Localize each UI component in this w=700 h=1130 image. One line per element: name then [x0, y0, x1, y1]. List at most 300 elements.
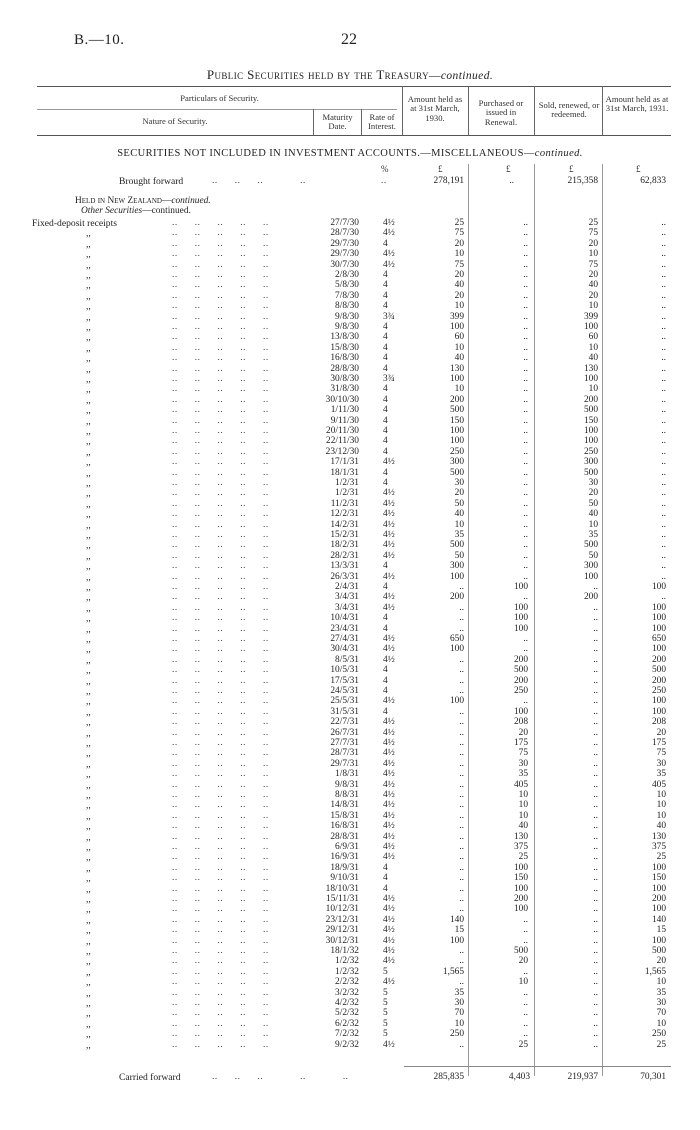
- cell-held-1931: 30: [656, 758, 666, 769]
- row-leader: .. .. .. .. ..: [172, 1029, 269, 1040]
- cell-rate: 4½: [383, 894, 395, 904]
- cell-sold: 10: [588, 249, 598, 260]
- cell-purchased: ..: [523, 478, 528, 488]
- row-label: ,,: [86, 873, 91, 885]
- cell-sold: ..: [593, 1018, 598, 1029]
- row-leader: .. .. .. .. ..: [172, 301, 269, 312]
- cell-purchased: ..: [523, 925, 528, 936]
- row-label: ,,: [86, 374, 91, 385]
- cell-held-1930: ..: [459, 769, 464, 780]
- cell-rate: 4½: [383, 738, 395, 748]
- cell-held-1931: 10: [656, 800, 666, 811]
- cell-rate: 4½: [383, 498, 395, 509]
- cell-sold: ..: [593, 842, 598, 852]
- cell-held-1930: 75: [454, 259, 464, 270]
- cell-rate: 3¾: [383, 374, 395, 384]
- cell-rate: 4: [383, 301, 388, 312]
- cell-held-1931: 250: [651, 686, 666, 696]
- row-label: ,,: [86, 925, 91, 937]
- row-leader: .. .. .. .. ..: [172, 405, 269, 416]
- row-leader: .. .. .. .. ..: [172, 696, 269, 707]
- unit-held-1930: £: [438, 164, 443, 174]
- cell-rate: 4½: [383, 530, 395, 540]
- cell-purchased: ..: [523, 426, 528, 436]
- cell-maturity-date: 16/9/31: [330, 852, 359, 863]
- cell-purchased: ..: [523, 415, 528, 426]
- page-number: 22: [341, 31, 357, 48]
- row-label: ,,: [86, 758, 91, 770]
- brought-forward-rate: ..: [381, 176, 387, 186]
- row-label: ,,: [86, 810, 91, 822]
- cell-purchased: ..: [523, 238, 528, 249]
- cell-purchased: ..: [523, 550, 528, 561]
- other-securities-label: Other Securities: [81, 206, 143, 216]
- cell-held-1930: 60: [454, 332, 464, 343]
- cell-maturity-date: 10/5/31: [330, 665, 359, 676]
- cell-held-1930: ..: [459, 654, 464, 665]
- header-purchased: Purchased or issued in Renewal.: [478, 98, 524, 127]
- cell-sold: ..: [593, 758, 598, 769]
- cell-sold: ..: [593, 987, 598, 998]
- cell-held-1930: 100: [449, 644, 464, 655]
- carried-forward-held-1930: 285,835: [433, 1072, 464, 1082]
- cell-purchased: 20: [518, 727, 528, 738]
- cell-rate: 4½: [383, 550, 395, 561]
- header-particulars: Particulars of Security.: [180, 93, 259, 103]
- cell-sold: ..: [593, 602, 598, 613]
- cell-purchased: 35: [518, 769, 528, 780]
- row-leader: .. .. .. .. ..: [172, 353, 269, 364]
- cell-maturity-date: 16/8/31: [330, 821, 359, 832]
- row-label: ,,: [86, 665, 91, 677]
- cell-sold: 100: [583, 374, 598, 384]
- row-label: ,,: [86, 519, 91, 531]
- cell-rate: 4½: [383, 831, 395, 842]
- cell-held-1930: ..: [459, 800, 464, 811]
- held-in-nz-heading: Held in New Zealand—continued.: [75, 196, 211, 206]
- row-label: ,,: [86, 550, 91, 562]
- carried-forward-purchased: 4,403: [508, 1072, 530, 1082]
- row-leader: .. .. .. .. ..: [172, 654, 269, 665]
- cell-held-1931: 200: [651, 675, 666, 686]
- page-title: Public Securities held by the Treasury—continued.: [206, 67, 494, 82]
- cell-rate: 4: [383, 873, 388, 884]
- cell-rate: 3¾: [383, 311, 395, 322]
- cell-held-1930: 20: [454, 238, 464, 249]
- row-label: ,,: [86, 862, 91, 874]
- cell-sold: 250: [583, 446, 598, 457]
- row-leader: .. .. .. .. ..: [172, 821, 269, 832]
- cell-purchased: 100: [513, 602, 528, 613]
- cell-rate: 4: [383, 322, 388, 332]
- row-label: ,,: [86, 571, 91, 583]
- cell-maturity-date: 28/7/31: [330, 748, 359, 759]
- cell-rate: 4½: [383, 810, 395, 821]
- cell-sold: ..: [593, 634, 598, 644]
- cell-rate: 4: [383, 238, 388, 249]
- cell-maturity-date: 13/8/30: [330, 332, 359, 343]
- row-leader: .. .. .. .. ..: [172, 790, 269, 800]
- cell-sold: ..: [593, 748, 598, 759]
- row-leader: .. .. .. .. ..: [172, 478, 269, 488]
- row-leader: .. .. .. .. ..: [172, 717, 269, 728]
- cell-purchased: 130: [513, 831, 528, 842]
- row-label: ,,: [86, 1018, 91, 1030]
- cell-sold: 200: [583, 394, 598, 405]
- row-label: ,,: [86, 561, 91, 573]
- cell-held-1931: 20: [656, 727, 666, 738]
- cell-sold: ..: [593, 706, 598, 717]
- row-label: ,,: [86, 446, 91, 458]
- cell-maturity-date: 1/2/31: [335, 478, 359, 488]
- cell-held-1931: ..: [661, 342, 666, 353]
- cell-purchased: ..: [523, 374, 528, 384]
- cell-sold: ..: [593, 894, 598, 904]
- cell-rate: 4½: [383, 249, 395, 260]
- cell-purchased: 100: [513, 904, 528, 915]
- row-label: ,,: [86, 738, 91, 749]
- cell-rate: 4: [383, 353, 388, 364]
- cell-maturity-date: 9/8/31: [335, 779, 359, 790]
- cell-sold: ..: [593, 925, 598, 936]
- cell-held-1931: 200: [651, 654, 666, 665]
- cell-held-1931: 30: [656, 998, 666, 1008]
- cell-rate: 4½: [383, 779, 395, 790]
- cell-maturity-date: 23/12/31: [325, 914, 359, 925]
- cell-purchased: 25: [518, 852, 528, 863]
- cell-sold: ..: [593, 904, 598, 915]
- cell-held-1930: 20: [454, 270, 464, 280]
- cell-rate: 4½: [383, 519, 395, 530]
- cell-held-1931: ..: [661, 322, 666, 332]
- row-leader: .. .. .. .. ..: [172, 613, 269, 624]
- cell-maturity-date: 31/8/30: [330, 384, 359, 395]
- cell-held-1931: ..: [661, 540, 666, 551]
- cell-purchased: 100: [513, 623, 528, 634]
- cell-maturity-date: 1/2/32: [335, 956, 359, 967]
- row-label: ,,: [86, 509, 91, 521]
- cell-held-1930: 10: [454, 519, 464, 530]
- cell-rate: 4½: [383, 727, 395, 738]
- cell-sold: 75: [588, 228, 598, 239]
- cell-held-1930: 200: [449, 592, 464, 603]
- row-leader: .. .. .. .. ..: [172, 436, 269, 447]
- cell-held-1930: 10: [454, 301, 464, 312]
- cell-rate: 4½: [383, 914, 395, 925]
- row-label: ,,: [86, 894, 91, 905]
- row-leader: .. .. .. .. ..: [172, 602, 269, 613]
- cell-purchased: ..: [523, 519, 528, 530]
- cell-rate: 5: [383, 998, 388, 1008]
- row-leader: .. .. .. .. ..: [172, 446, 269, 457]
- cell-rate: 4½: [383, 717, 395, 728]
- row-leader: .. .. .. .. ..: [172, 634, 269, 644]
- row-leader: .. .. .. .. ..: [172, 769, 269, 780]
- cell-sold: ..: [593, 623, 598, 634]
- cell-held-1930: ..: [459, 758, 464, 769]
- cell-maturity-date: 29/7/30: [330, 249, 359, 260]
- row-label: ,,: [86, 602, 91, 614]
- row-leader: .. .. .. .. ..: [172, 873, 269, 884]
- cell-purchased: 150: [513, 873, 528, 884]
- row-leader: .. .. .. .. ..: [172, 831, 269, 842]
- cell-rate: 4½: [383, 790, 395, 800]
- row-leader: .. .. .. .. ..: [172, 394, 269, 405]
- cell-sold: ..: [593, 956, 598, 967]
- cell-maturity-date: 3/4/31: [335, 592, 359, 603]
- cell-held-1930: 500: [449, 405, 464, 416]
- cell-sold: 60: [588, 332, 598, 343]
- cell-rate: 4½: [383, 218, 395, 228]
- cell-purchased: 10: [518, 977, 528, 988]
- cell-rate: 4: [383, 706, 388, 717]
- cell-maturity-date: 29/12/31: [325, 925, 359, 936]
- row-label: ,,: [86, 987, 91, 999]
- cell-purchased: 500: [513, 946, 528, 956]
- row-leader: .. .. .. .. ..: [172, 748, 269, 759]
- row-leader: .. .. .. .. ..: [172, 249, 269, 260]
- cell-maturity-date: 28/8/31: [330, 831, 359, 842]
- cell-held-1931: ..: [661, 238, 666, 249]
- cell-purchased: 30: [518, 758, 528, 769]
- row-label: ,,: [86, 842, 91, 853]
- cell-purchased: ..: [523, 446, 528, 457]
- row-label: ,,: [86, 467, 91, 479]
- row-label: ,,: [86, 436, 91, 448]
- header-bottom-rule: [37, 135, 671, 136]
- cell-sold: ..: [593, 613, 598, 624]
- cell-maturity-date: 11/2/31: [330, 498, 359, 509]
- cell-held-1931: ..: [661, 374, 666, 384]
- cell-held-1931: 15: [656, 925, 666, 936]
- cell-maturity-date: 18/1/32: [330, 946, 359, 956]
- row-label: ,,: [86, 727, 91, 739]
- cell-rate: 4½: [383, 842, 395, 852]
- row-leader: .. .. .. .. ..: [172, 582, 269, 592]
- cell-rate: 4½: [383, 457, 395, 468]
- cell-held-1931: ..: [661, 426, 666, 436]
- cell-held-1931: ..: [661, 530, 666, 540]
- cell-held-1930: ..: [459, 852, 464, 863]
- cell-held-1931: ..: [661, 394, 666, 405]
- cell-sold: ..: [593, 852, 598, 863]
- cell-held-1931: ..: [661, 436, 666, 447]
- cell-held-1931: ..: [661, 550, 666, 561]
- cell-rate: 4½: [383, 644, 395, 655]
- cell-maturity-date: 29/7/31: [330, 758, 359, 769]
- cell-rate: 4½: [383, 769, 395, 780]
- cell-purchased: 40: [518, 821, 528, 832]
- row-label: ,,: [86, 405, 91, 417]
- cell-maturity-date: 5/8/30: [335, 280, 359, 291]
- cell-held-1930: ..: [459, 727, 464, 738]
- cell-purchased: ..: [523, 353, 528, 364]
- brought-forward-sold: 215,358: [567, 176, 598, 186]
- cell-held-1931: ..: [661, 446, 666, 457]
- row-leader: .. .. .. .. ..: [172, 561, 269, 572]
- cell-maturity-date: 22/11/30: [326, 436, 359, 447]
- cell-purchased: ..: [523, 530, 528, 540]
- cell-purchased: ..: [523, 322, 528, 332]
- row-label: ,,: [86, 644, 91, 656]
- cell-rate: 4½: [383, 509, 395, 520]
- row-label: ,,: [86, 249, 91, 261]
- cell-maturity-date: 30/4/31: [330, 644, 359, 655]
- cell-sold: 130: [583, 363, 598, 374]
- cell-purchased: ..: [523, 1029, 528, 1040]
- row-leader: .. .. .. .. ..: [172, 384, 269, 395]
- cell-rate: 4: [383, 426, 388, 436]
- cell-purchased: ..: [523, 332, 528, 343]
- row-label: ,,: [86, 831, 91, 843]
- cell-held-1931: ..: [661, 561, 666, 572]
- cell-held-1930: 250: [449, 1029, 464, 1040]
- cell-rate: 4: [383, 446, 388, 457]
- col-divider-maturity: [313, 109, 314, 135]
- cell-purchased: 200: [513, 675, 528, 686]
- cell-rate: 4: [383, 405, 388, 416]
- cell-purchased: ..: [523, 498, 528, 509]
- row-label: ,,: [86, 1008, 91, 1020]
- row-label: ,,: [86, 592, 91, 604]
- cell-sold: ..: [593, 654, 598, 665]
- cell-rate: 4½: [383, 592, 395, 603]
- row-label: ,,: [86, 415, 91, 427]
- cell-held-1931: 150: [651, 873, 666, 884]
- cell-held-1931: ..: [661, 228, 666, 239]
- row-label: ,,: [86, 956, 91, 968]
- cell-sold: 20: [588, 238, 598, 249]
- cell-purchased: ..: [523, 342, 528, 353]
- cell-held-1930: 20: [454, 488, 464, 499]
- cell-maturity-date: 30/7/30: [330, 259, 359, 270]
- cell-held-1931: ..: [661, 290, 666, 301]
- cell-held-1931: ..: [661, 415, 666, 426]
- cell-sold: 30: [588, 478, 598, 488]
- cell-held-1931: 10: [656, 1018, 666, 1029]
- cell-held-1930: 130: [449, 363, 464, 374]
- row-label: ,,: [86, 384, 91, 396]
- carried-forward-label: Carried forward: [119, 1072, 181, 1083]
- cell-held-1930: 300: [449, 457, 464, 468]
- row-label: ,,: [86, 363, 91, 375]
- cell-rate: 5: [383, 987, 388, 998]
- cell-maturity-date: 27/4/31: [330, 634, 359, 644]
- cell-sold: ..: [593, 977, 598, 988]
- section-heading: [0, 148, 700, 159]
- row-leader: .. .. .. .. ..: [172, 342, 269, 353]
- cell-rate: 4½: [383, 228, 395, 239]
- cell-purchased: 375: [513, 842, 528, 852]
- cell-held-1930: 70: [454, 1008, 464, 1019]
- row-label: ,,: [86, 883, 91, 895]
- row-leader: .. .. .. .. ..: [172, 935, 269, 946]
- row-leader: .. .. .. .. ..: [172, 467, 269, 478]
- cell-held-1930: ..: [459, 873, 464, 884]
- cell-sold: ..: [593, 675, 598, 686]
- cell-held-1931: 375: [651, 842, 666, 852]
- row-label: ,,: [86, 904, 91, 916]
- cell-sold: ..: [593, 821, 598, 832]
- row-label: ,,: [86, 717, 91, 729]
- row-leader: .. .. .. .. ..: [172, 228, 269, 239]
- cell-maturity-date: 8/8/30: [335, 301, 359, 312]
- cell-rate: 4: [383, 883, 388, 894]
- cell-maturity-date: 23/12/30: [325, 446, 359, 457]
- cell-rate: 4½: [383, 748, 395, 759]
- row-label: ,,: [86, 1039, 91, 1051]
- title-main: Public Securities held by the Treasury: [206, 67, 429, 82]
- cell-purchased: ..: [523, 966, 528, 977]
- cell-maturity-date: 8/5/31: [335, 654, 359, 665]
- cell-held-1930: ..: [459, 602, 464, 613]
- cell-sold: 100: [583, 322, 598, 332]
- cell-held-1930: ..: [459, 831, 464, 842]
- cell-maturity-date: 18/2/31: [330, 540, 359, 551]
- cell-rate: 5: [383, 966, 388, 977]
- cell-held-1931: 10: [656, 977, 666, 988]
- cell-held-1931: 130: [651, 831, 666, 842]
- cell-rate: 4½: [383, 956, 395, 967]
- cell-maturity-date: 9/8/30: [335, 322, 359, 332]
- cell-maturity-date: 28/2/31: [330, 550, 359, 561]
- cell-maturity-date: 28/8/30: [330, 363, 359, 374]
- cell-purchased: ..: [523, 540, 528, 551]
- cell-maturity-date: 9/2/32: [335, 1039, 359, 1050]
- cell-purchased: ..: [523, 592, 528, 603]
- cell-maturity-date: 7/2/32: [335, 1029, 359, 1040]
- cell-purchased: ..: [523, 290, 528, 301]
- row-leader: .. .. .. .. ..: [172, 498, 269, 509]
- row-label: ,,: [86, 1029, 91, 1041]
- row-leader: .. .. .. .. ..: [172, 758, 269, 769]
- row-label: ,,: [86, 530, 91, 541]
- cell-sold: 40: [588, 353, 598, 364]
- cell-held-1930: 100: [449, 322, 464, 332]
- row-leader: .. .. .. .. ..: [172, 322, 269, 332]
- cell-rate: 5: [383, 1008, 388, 1019]
- cell-maturity-date: 6/2/32: [335, 1018, 359, 1029]
- cell-held-1931: ..: [661, 259, 666, 270]
- cell-maturity-date: 3/4/31: [335, 602, 359, 613]
- cell-rate: 4½: [383, 634, 395, 644]
- row-leader: .. .. .. .. ..: [172, 665, 269, 676]
- cell-held-1930: ..: [459, 779, 464, 790]
- cell-maturity-date: 1/2/31: [335, 488, 359, 499]
- row-leader: .. .. .. .. ..: [172, 686, 269, 696]
- row-leader: .. .. .. .. ..: [172, 530, 269, 540]
- row-label: ,,: [86, 686, 91, 697]
- cell-held-1931: ..: [661, 467, 666, 478]
- cell-sold: 25: [588, 218, 598, 228]
- cell-held-1931: 200: [651, 894, 666, 904]
- row-leader: .. .. .. .. ..: [172, 946, 269, 956]
- cell-purchased: ..: [523, 1008, 528, 1019]
- row-leader: .. .. .. .. ..: [172, 706, 269, 717]
- cell-held-1930: 500: [449, 467, 464, 478]
- cell-held-1930: 35: [454, 987, 464, 998]
- row-leader: .. .. .. .. ..: [172, 280, 269, 291]
- cell-held-1931: ..: [661, 457, 666, 468]
- row-label: ,,: [86, 322, 91, 333]
- cell-held-1931: 100: [651, 862, 666, 873]
- cell-held-1930: ..: [459, 675, 464, 686]
- cell-maturity-date: 29/7/30: [330, 238, 359, 249]
- cell-maturity-date: 12/2/31: [330, 509, 359, 520]
- cell-purchased: 25: [518, 1039, 528, 1050]
- cell-held-1931: ..: [661, 384, 666, 395]
- cell-rate: 5: [383, 1018, 388, 1029]
